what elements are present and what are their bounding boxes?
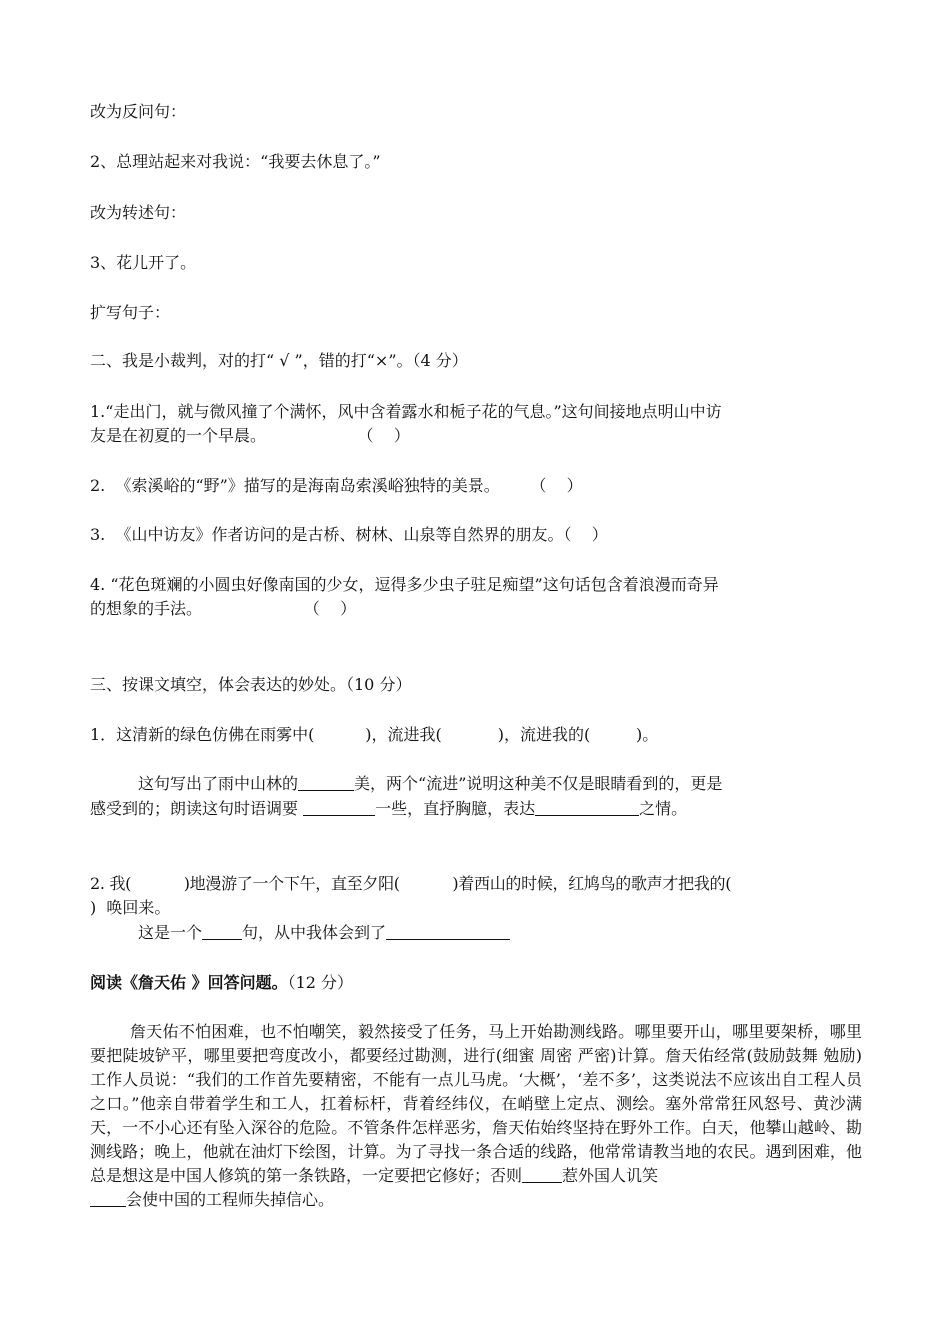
blank-line[interactable]: [303, 798, 375, 816]
judge-3: 3. 《山中访友》作者访问的是古桥、树林、山泉等自然界的朋友。（ ）: [90, 525, 608, 544]
judge-4-line-a: 4. “花色斑斓的小圆虫好像南国的少女，逗得多少虫子驻足痴望”这句话包含着浪漫而奇异: [90, 575, 719, 594]
reading-passage: 詹天佑不怕困难，也不怕嘲笑，毅然接受了任务，马上开始勘测线路。哪里要开山，哪里要架桥，哪里要把陡坡铲平，哪里要把弯度改小，都要经过勘测，进行(细蜜 周密 严密)计算。詹天佑经常(鼓励鼓舞 勉励)工作人员说：“我们的工作首先要精密，不能有一点儿马虎。‘大概’，‘差不多’，这类说法不应该出自工程人员之口。”他亲自带着学生和工人，扛着标杆，背着经纬仪，在峭壁上定点、测绘。塞外常常狂风怒号、黄沙满天，一不小心还有坠入深谷的危险。不管条件怎样恶劣，詹天佑始终坚持在野外工作。白天，他攀山越岭、勘测线路；晚上，他就在油灯下绘图，计算。为了寻找一条合适的线路，他常常请教当地的农民。遇到困难，他总是想这是中国人修筑的第一条铁路，一定要把它修好；否则 惹外国人讥笑 会使中国的工程师失掉信心。: [90, 1022, 862, 1209]
instruction-rhetorical: 改为反问句：: [90, 102, 187, 121]
fill-2-line-b: ) 唤回来。: [90, 898, 171, 917]
blank-line[interactable]: [202, 922, 242, 940]
fill-2-line-a: 2. 我( )地漫游了一个下午，直至夕阳( )着西山的时候，红鸠鸟的歌声才把我的(: [90, 874, 732, 893]
blank-line[interactable]: [535, 798, 639, 816]
judge-1-line-b: 友是在初夏的一个早晨。 （ ）: [90, 426, 410, 445]
fill-1: 1．这清新的绿色仿佛在雨雾中( )，流进我( )，流进我的( )。: [90, 725, 659, 744]
section-3-title: 三、按课文填空，体会表达的妙处。（10 分）: [90, 675, 412, 694]
judge-1-line-a: 1.“走出门，就与微风撞了个满怀，风中含着露水和栀子花的气息。”这句间接地点明山中访: [90, 402, 722, 421]
item-2-sentence: 2、总理站起来对我说：“我要去休息了。”: [90, 152, 381, 171]
judge-2: 2. 《索溪峪的“野”》描写的是海南岛索溪峪独特的美景。 （ ）: [90, 476, 583, 495]
section-2-title: 二、我是小裁判，对的打“ √ ”，错的打“×”。（4 分）: [90, 351, 468, 370]
blank-line[interactable]: [386, 922, 510, 940]
reading-title: 阅读《詹天佑 》回答问题。（12 分）: [90, 973, 354, 992]
blank-line[interactable]: [522, 1165, 562, 1183]
blank-line[interactable]: [90, 1189, 126, 1207]
fill-1-analysis-line-b: 感受到的；朗读这句时语调要 一些，直抒胸臆，表达 之情。: [90, 799, 688, 818]
instruction-indirect-speech: 改为转述句：: [90, 203, 187, 222]
blank-line[interactable]: [298, 773, 354, 791]
instruction-expand: 扩写句子：: [90, 303, 171, 322]
fill-1-analysis-line-a: 这句写出了雨中山林的 美，两个“流进”说明这种美不仅是眼睛看到的，更是: [138, 774, 723, 793]
item-3-sentence: 3、花儿开了。: [90, 253, 197, 272]
fill-2-line-c: 这是一个 句，从中我体会到了: [90, 921, 862, 945]
judge-4-line-b: 的想象的手法。 （ ）: [90, 599, 357, 618]
